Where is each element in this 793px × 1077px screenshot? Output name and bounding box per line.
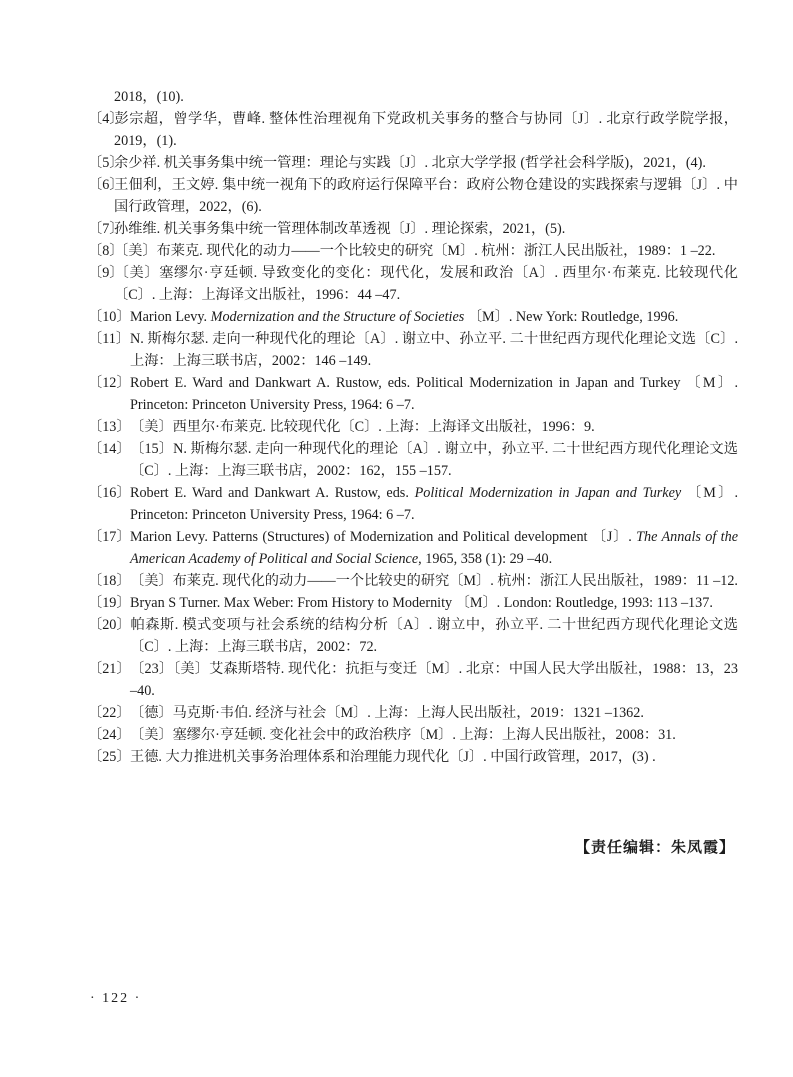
reference-entry: [88, 482, 738, 526]
reference-entry: [88, 240, 738, 262]
reference-number: 〔12〕: [88, 375, 131, 391]
reference-number: 〔18〕: [88, 573, 131, 589]
reference-text: 孙维维. 机关事务集中统一管理体制改革透视〔J〕. 理论探索，2021，(5).: [114, 221, 566, 237]
reference-number: 〔16〕: [88, 485, 131, 501]
reference-entry: [88, 658, 738, 702]
reference-entry: [88, 526, 738, 570]
reference-number: 〔10〕: [88, 309, 131, 325]
reference-text: 彭宗超，曾学华，曹峰. 整体性治理视角下党政机关事务的整合与协同〔J〕. 北京行政学院学报，2019，(1).: [114, 111, 738, 149]
reference-number: 〔13〕: [88, 419, 131, 435]
reference-number: 〔19〕: [88, 595, 131, 611]
reference-text: 〔美〕布莱克. 现代化的动力——一个比较史的研究〔M〕. 杭州：浙江人民出版社，1989：11 –12.: [130, 573, 738, 589]
reference-text: N. 斯梅尔瑟. 走向一种现代化的理论〔A〕. 谢立中、孙立平. 二十世纪西方现代化理论文选〔C〕. 上海：上海三联书店，2002：146 –149.: [130, 331, 738, 369]
reference-number: 〔9〕: [88, 265, 124, 281]
reference-text: 〔德〕马克斯·韦伯. 经济与社会〔M〕. 上海：上海人民出版社，2019：1321 –1362.: [130, 705, 644, 721]
reference-text: Robert E. Ward and Dankwart A. Rustow, eds. Political Modernization in Japan and Turkey 〔M〕. Princeton: Princeton University Press, 1964: 6 –7.: [130, 485, 738, 523]
reference-text: 余少祥. 机关事务集中统一管理：理论与实践〔J〕. 北京大学学报 (哲学社会科学版)，2021，(4).: [114, 155, 706, 171]
reference-number: 〔7〕: [88, 221, 124, 237]
reference-number: 〔5〕: [88, 155, 124, 171]
reference-text: 〔美〕塞缪尔·亨廷顿. 变化社会中的政治秩序〔M〕. 上海：上海人民出版社，2008：31.: [130, 727, 676, 743]
reference-entry: [88, 262, 738, 306]
reference-text: 〔15〕N. 斯梅尔瑟. 走向一种现代化的理论〔A〕. 谢立中，孙立平. 二十世纪西方现代化理论文选〔C〕. 上海：上海三联书店，2002：162，155 –157.: [130, 441, 738, 479]
reference-entry: [88, 614, 738, 658]
reference-number: 〔21〕: [88, 661, 131, 677]
reference-entry: [88, 372, 738, 416]
reference-entry: [88, 702, 738, 724]
reference-entry: [88, 592, 738, 614]
editor-credit: 【责任编辑：朱凤霞】: [574, 839, 735, 856]
page-number: · 122 ·: [90, 991, 142, 1006]
reference-entry: [88, 416, 738, 438]
reference-text: Marion Levy. Patterns (Structures) of Modernization and Political development 〔J〕. The Annals of the American Academy of Political and Social Science, 1965, 358 (1): 29 –40.: [130, 529, 738, 567]
references-list: [88, 86, 738, 768]
reference-entry: [88, 438, 738, 482]
reference-entry: [88, 746, 738, 768]
reference-number: 〔24〕: [88, 727, 131, 743]
reference-text: 王德. 大力推进机关事务治理体系和治理能力现代化〔J〕. 中国行政管理，2017，(3) .: [130, 749, 656, 765]
reference-number: 〔22〕: [88, 705, 131, 721]
reference-text: Robert E. Ward and Dankwart A. Rustow, eds. Political Modernization in Japan and Turkey 〔M〕. Princeton: Princeton University Press, 1964: 6 –7.: [130, 375, 738, 413]
reference-text: 〔美〕西里尔·布莱克. 比较现代化〔C〕. 上海：上海译文出版社，1996：9.: [130, 419, 595, 435]
reference-number: 〔8〕: [88, 243, 124, 259]
reference-text: 〔23〕〔美〕艾森斯塔特. 现代化：抗拒与变迁〔M〕. 北京：中国人民大学出版社，1988：13，23 –40.: [130, 661, 738, 699]
reference-entry: [88, 328, 738, 372]
reference-text: Marion Levy. Modernization and the Structure of Societies 〔M〕. New York: Routledge, 1996.: [130, 309, 679, 325]
reference-text: Bryan S Turner. Max Weber: From History to Modernity 〔M〕. London: Routledge, 1993: 113 –137.: [130, 595, 713, 611]
reference-text: 帕森斯. 模式变项与社会系统的结构分析〔A〕. 谢立中，孙立平. 二十世纪西方现代化理论文选〔C〕. 上海：上海三联书店，2002：72.: [130, 617, 738, 655]
reference-number: 〔25〕: [88, 749, 131, 765]
reference-entry: [88, 724, 738, 746]
reference-number: 〔17〕: [88, 529, 131, 545]
reference-entry: [88, 152, 738, 174]
reference-text: 〔美〕塞缪尔·亨廷顿. 导致变化的变化：现代化，发展和政治〔A〕. 西里尔·布莱克. 比较现代化〔C〕. 上海：上海译文出版社，1996：44 –47.: [114, 265, 738, 303]
reference-text: 王佃利，王文婷. 集中统一视角下的政府运行保障平台：政府公物仓建设的实践探索与逻辑〔J〕. 中国行政管理，2022，(6).: [114, 177, 738, 215]
reference-number: 〔4〕: [88, 111, 124, 127]
reference-number: 〔11〕: [88, 331, 131, 347]
reference-text: 〔美〕布莱克. 现代化的动力——一个比较史的研究〔M〕. 杭州：浙江人民出版社，1989：1 –22.: [114, 243, 716, 259]
reference-entry: [88, 306, 738, 328]
reference-entry: [88, 174, 738, 218]
reference-entry: [88, 108, 738, 152]
reference-text: 2018，(10).: [114, 89, 184, 105]
reference-number: 〔20〕: [88, 617, 131, 633]
reference-number: 〔6〕: [88, 177, 124, 193]
reference-number: 〔14〕: [88, 441, 131, 457]
reference-entry: [88, 218, 738, 240]
reference-entry: [88, 86, 738, 108]
reference-entry: [88, 570, 738, 592]
